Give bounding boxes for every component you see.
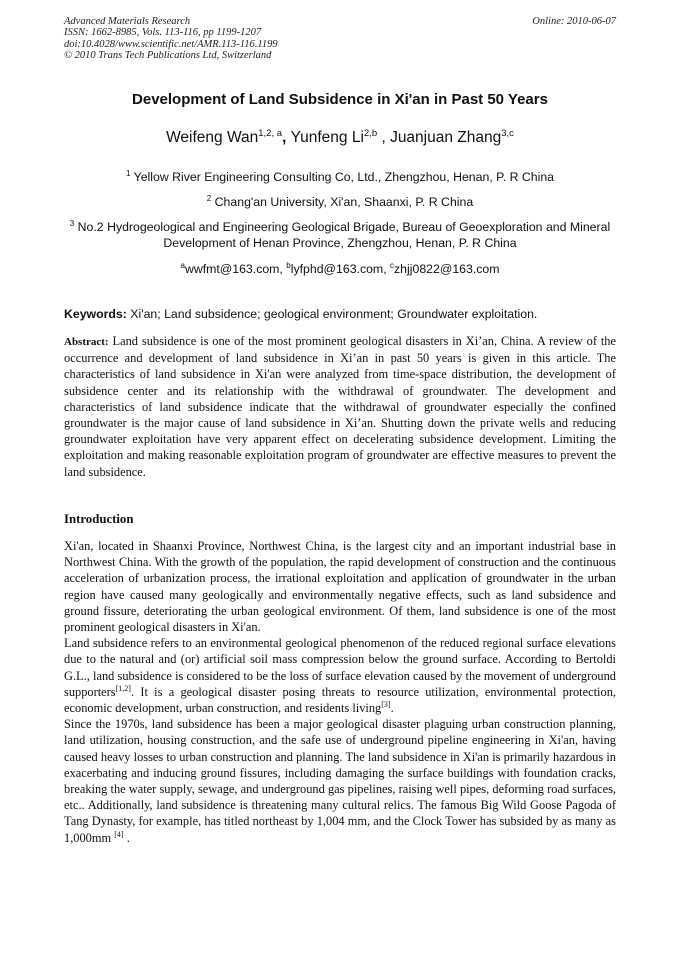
author-superscript: 3,c [501, 128, 514, 139]
keywords [64, 307, 616, 321]
online-date: Online: 2010-06-07 [532, 16, 616, 27]
affiliation-number: 3 [69, 219, 75, 228]
author-name: Yunfeng Li [290, 129, 364, 147]
affiliation-number: 1 [125, 169, 131, 178]
journal-header [64, 16, 616, 62]
affiliation-text: Chang'an University, Xi'an, Shaanxi, P. R China [214, 195, 474, 210]
citation: [3] [381, 699, 391, 709]
author-name: Juanjuan Zhang [390, 129, 502, 147]
paragraph: Xi'an, located in Shaanxi Province, Northwest China, is the largest city and an important industrial base in Northwest China. With the growth of the population, the rapid development of construction and the continuous acceleration of urbanization process, the irrational exploitation and application of groundwater in the urban region have caused many geologically and environmentally negative effects, such as land subsidence and ground fissure, deteriorating the urban geological environment. Of them, land subsidence is one of the most prominent geological disasters in Xi'an. [64, 539, 616, 635]
author-superscript: 2,b [363, 128, 378, 139]
affiliation-number: 2 [206, 194, 212, 203]
email-line: $^a$wwfmt@163.com, $^b$lyfphd@163.com, $^c$zhjj0822@163.com [180, 261, 500, 277]
section-heading: Introduction [64, 512, 134, 526]
affiliation-text: Yellow River Engineering Consulting Co, Ltd., Zhengzhou, Henan, P. R China [133, 170, 555, 185]
citation: [4] [114, 829, 124, 839]
keywords-label: Keywords: [64, 307, 127, 321]
email-superscript: a [180, 261, 185, 270]
email-address: lyfphd@163.com [290, 262, 384, 277]
affiliation-3 [64, 216, 616, 251]
citation: [1,2] [115, 683, 131, 693]
author-list: Weifeng Wan$^{1,2, a}$, Yunfeng Li$^{2,b}$ , Juanjuan Zhang$^{3,c}$ [166, 128, 514, 147]
email-address: zhjj0822@163.com [394, 262, 500, 277]
email-address: wwfmt@163.com [184, 262, 280, 277]
author-name: Weifeng Wan [166, 129, 259, 147]
affiliation-text: No.2 Hydrogeological and Engineering Geological Brigade, Bureau of Geoexploration and Mineral Development of Henan Province, Zhengzhou, Henan, P. R China [77, 220, 611, 251]
paragraph: Since the 1970s, land subsidence has been a major geological disaster plaguing urban construction planning, land utilization, housing construction, and the safe use of underground pipeline engineering in Xi'an, having caused heavy losses to urban construction and planning. The land subsidence in Xi'an is primarily hazardous in exacerbating and inducing ground fissures, including damaging the surface buildings with foundation cracks, breaking the water supply, sewage, and underground gas pipelines, raising well pipes, deforming road surfaces, etc.. Additionally, land subsidence is threatening many cultural relics. The famous Big Wild Goose Pagoda of Tang Dynasty, for example, has titled northeast by 1,004 mm, and the Clock Tower has subsided by as many as 1,000mm [4] . [64, 717, 616, 845]
abstract-label: Abstract: [64, 336, 109, 348]
email-superscript: b [286, 261, 291, 270]
abstract [64, 333, 616, 480]
email-superscript: c [390, 261, 395, 270]
doi-line: doi:10.4028/www.scientific.net/AMR.113-116.1199 [64, 38, 278, 50]
paragraph: Land subsidence refers to an environmental geological phenomenon of the reduced regional surface elevations due to the natural and (or) artificial soil mass compression below the ground surface. According to Bertoldi G.L., land subsidence is considered to be the loss of surface elevation caused by the movement of underground supporters[1,2]. It is a geological disaster posing threats to resource utilization, environmental protection, economic development, urban construction, and residents living[3]. [64, 636, 616, 716]
abstract-text: Land subsidence is one of the most prominent geological disasters in Xi’an, China. A review of the occurrence and development of land subsidence in Xi’an in past 50 years is given in this article. The characteristics of land subsidence in Xi'an were analyzed from time-space distribution, the development of subsidence center and its relationship with the withdrawal of groundwater. The development and characteristics of land subsidence indicate that the withdrawal of groundwater especially the confined groundwater is the major cause of land subsidence in Xi’an. Shutting down the private wells and reducing groundwater exploitation have very apparent effect on decelerating subsidence development. Limiting the exploitation and making reasonable exploitation program of groundwater are effective measures to prevent the land subsidence. [64, 334, 616, 479]
author-superscript: 1,2, a [258, 128, 283, 139]
affiliation-2 [64, 191, 616, 210]
copyright-line: © 2010 Trans Tech Publications Ltd, Switzerland [64, 50, 272, 62]
affiliation-1 [64, 166, 616, 185]
issn-line: ISSN: 1662-8985, Vols. 113-116, pp 1199-1207 [64, 27, 262, 39]
journal-name: Advanced Materials Research [64, 16, 191, 27]
keywords-text: Xi'an; Land subsidence; geological environment; Groundwater exploitation. [130, 307, 538, 321]
paper-title: Development of Land Subsidence in Xi'an in Past 50 Years [132, 91, 548, 108]
introduction-body [64, 538, 616, 846]
